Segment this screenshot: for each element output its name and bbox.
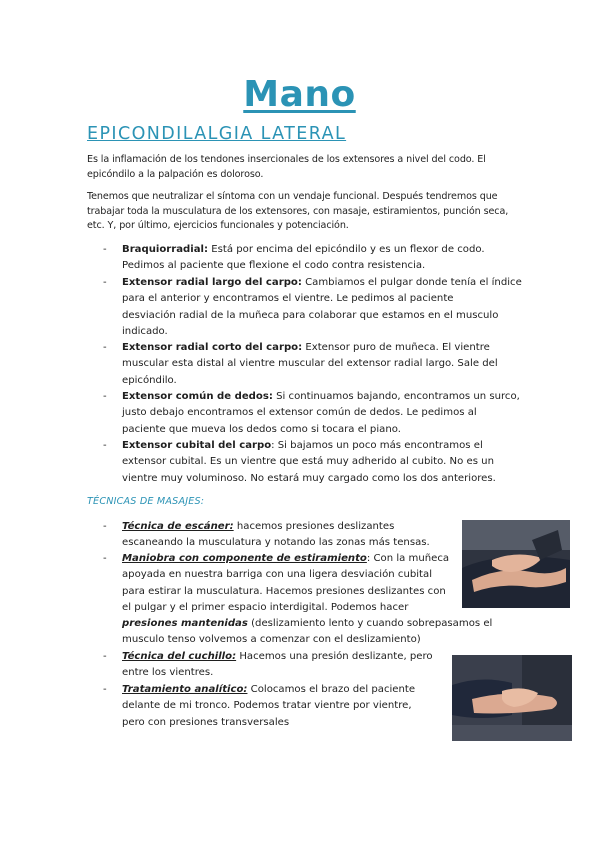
muscle-text: para el anterior y encontramos el vientre. Le pedimos al paciente <box>122 293 454 305</box>
technique-name: Tratamiento analítico: <box>122 684 248 695</box>
muscle-name: Extensor cubital del carpo <box>122 440 272 451</box>
list-dash: - <box>103 277 107 288</box>
list-dash: - <box>103 391 107 402</box>
technique-text: musculo tenso volvemos a comenzar con el deslizamiento) <box>122 634 421 646</box>
technique-emphasis: presiones mantenidas <box>122 618 248 630</box>
massage-photo-analytic <box>452 655 572 741</box>
photo-illustration <box>462 520 570 608</box>
muscle-text: muscular esta distal al vientre muscular del extensor radial largo. Sale del <box>122 358 498 370</box>
technique-text: escaneando la musculatura y notando las zonas más tensas. <box>122 537 430 549</box>
muscle-text: vientre muy voluminoso. No estará muy cargado como los dos anteriores. <box>122 472 496 484</box>
technique-text: hacemos presiones deslizantes <box>233 521 395 532</box>
muscle-name: Braquiorradial: <box>122 244 209 255</box>
technique-text: apoyada en nuestra barriga con una ligera desviación cubital <box>122 569 432 581</box>
muscle-text: Está por encima del epicóndilo y es un flexor de codo. <box>208 244 485 255</box>
list-dash: - <box>103 244 107 255</box>
list-dash: - <box>103 684 107 695</box>
technique-text: (deslizamiento lento y cuando sobrepasamos el <box>247 618 493 630</box>
techniques-heading: TÉCNICAS DE MASAJES: <box>87 496 205 507</box>
muscle-text: paciente que mueva los dedos como si tocara el piano. <box>122 423 401 435</box>
page-title: Mano <box>243 74 356 115</box>
technique-name: Técnica de escáner: <box>122 521 234 532</box>
muscle-name: Extensor radial corto del carpo: <box>122 342 303 353</box>
photo-illustration <box>452 655 572 741</box>
muscle-text: desviación radial de la muñeca para colaborar que estamos en el musculo <box>122 309 499 321</box>
massage-photo-stretch <box>462 520 570 608</box>
list-dash: - <box>103 553 107 564</box>
technique-text: el pulgar y el primer espacio interdigital. Podemos hacer <box>122 601 409 613</box>
muscle-name: Extensor radial largo del carpo: <box>122 277 302 288</box>
muscle-text: indicado. <box>122 325 168 337</box>
technique-text: para estirar la musculatura. Hacemos presiones deslizantes con <box>122 585 446 597</box>
technique-text: delante de mi tronco. Podemos tratar vientre por vientre, <box>122 700 412 712</box>
list-dash: - <box>103 440 107 451</box>
muscle-text: epicóndilo. <box>122 374 177 386</box>
technique-text: entre los vientres. <box>122 667 214 679</box>
intro-paragraph: Es la inflamación de los tendones insercionales de los extensores a nivel del codo. El epicóndilo a la palpación es doloroso. <box>87 154 486 180</box>
muscle-text: : Si bajamos un poco más encontramos el <box>271 440 483 451</box>
technique-text: Hacemos una presión deslizante, pero <box>236 651 433 662</box>
technique-text: Colocamos el brazo del paciente <box>247 684 416 695</box>
muscle-text: Extensor puro de muñeca. El vientre <box>302 342 490 353</box>
muscle-text: Pedimos al paciente que flexione el codo contra resistencia. <box>122 260 426 272</box>
section-heading: EPICONDILALGIA LATERAL <box>87 124 347 144</box>
technique-name: Maniobra con componente de estiramiento <box>122 553 367 564</box>
technique-name: Técnica del cuchillo: <box>122 651 237 662</box>
technique-text: : Con la muñeca <box>366 553 450 564</box>
muscle-text: Cambiamos el pulgar donde tenía el índice <box>301 277 522 288</box>
muscle-text: justo debajo encontramos el extensor común de dedos. Le pedimos al <box>122 407 477 419</box>
muscle-text: Si continuamos bajando, encontramos un surco, <box>272 391 520 402</box>
list-dash: - <box>103 521 107 532</box>
muscle-text: extensor cubital. Es un vientre que está muy adherido al cubito. No es un <box>122 456 494 468</box>
list-dash: - <box>103 342 107 353</box>
list-dash: - <box>103 651 107 662</box>
technique-text: pero con presiones transversales <box>122 716 290 728</box>
treatment-paragraph: Tenemos que neutralizar el síntoma con un vendaje funcional. Después tendremos que trabajar toda la musculatura de los extensores, con masaje, estiramientos, punción seca, etc. Y, por último, ejercicios funcionales y potenciación. <box>87 191 509 231</box>
muscle-name: Extensor común de dedos: <box>122 391 273 402</box>
